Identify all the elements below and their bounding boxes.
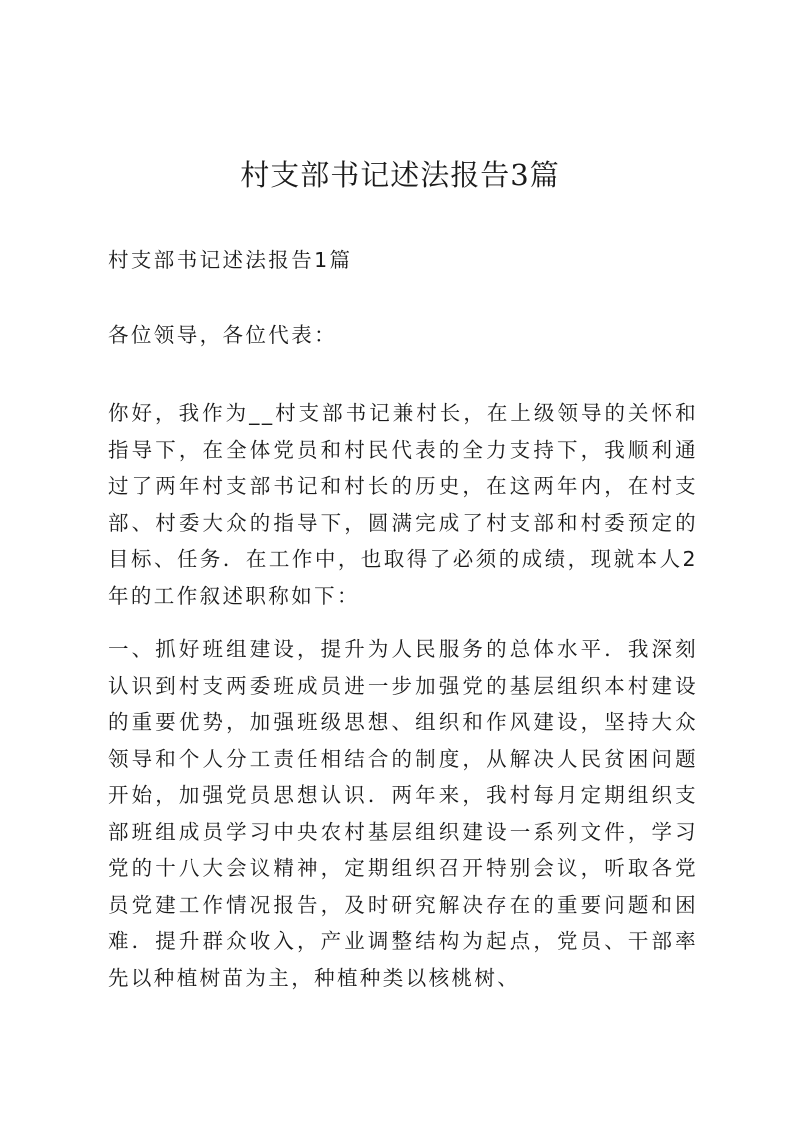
greeting-paragraph: 各位领导，各位代表： [108,323,337,347]
intro-paragraph: 你好，我作为__村支部书记兼村长，在上级领导的关怀和指导下，在全体党员和村民代表的全力支持下，我顺利通过了两年村支部书记和村长的历史，在这两年内，在村支部、村委大众的指导下，圆满完成了村支部和村委预定的目标、任务．在工作中，也取得了必须的成绩，现就本人2年的工作叙述职称如下： [108,401,698,608]
section-one-paragraph: 一、抓好班组建设，提升为人民服务的总体水平．我深刻认识到村支两委班成员进一步加强党的基层组织本村建设的重要优势，加强班级思想、组织和作风建设，坚持大众领导和个人分工责任相结合的制度，从解决人民贫困问题开始，加强党员思想认识．两年来，我村每月定期组织支部班组成员学习中央农村基层组织建设一系列文件，学习党的十八大会议精神，定期组织召开特别会议，听取各党员党建工作情况报告，及时研究解决存在的重要问题和困难．提升群众收入，产业调整结构为起点，党员、干部率先以种植树苗为主，种植种类以核桃树、 [108,637,698,990]
document-title: 村支部书记述法报告3篇 [240,158,560,192]
report-subtitle: 村支部书记述法报告1篇 [108,248,353,272]
